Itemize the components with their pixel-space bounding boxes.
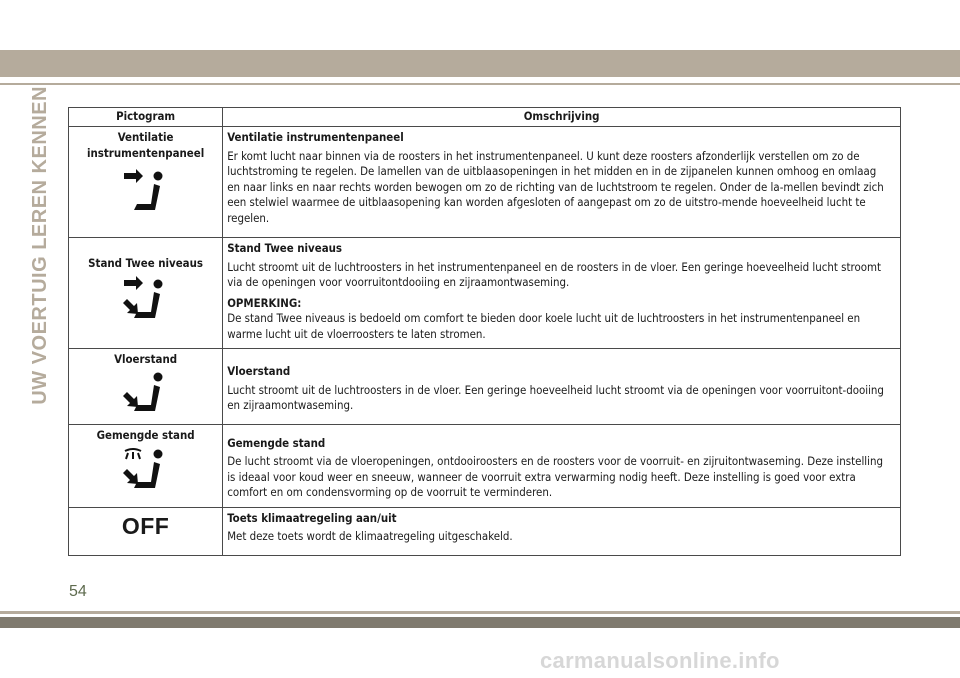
top-divider xyxy=(0,83,960,85)
note-text: De stand Twee niveaus is bedoeld om comfort te bieden door koele lucht uit de luchtroosters in het instrumentenpaneel en warme lucht uit de vloerroosters te laten stromen. xyxy=(227,311,861,341)
header-omschrijving: Omschrijving xyxy=(223,108,901,127)
icon-cell xyxy=(69,424,223,507)
section-side-title-text: UW VOERTUIG LEREN KENNEN xyxy=(28,85,51,405)
row-text: Lucht stroomt uit de luchtroosters in de vloer. Een geringe hoeveelheid lucht stroomt via de openingen voor voorruitont-dooiing en zijraamontwaseming. xyxy=(227,382,884,412)
page-number: 54 xyxy=(69,583,87,600)
off-icon: OFF xyxy=(121,512,170,539)
row-title: Stand Twee niveaus xyxy=(227,241,343,255)
mode-table xyxy=(68,107,901,556)
floor-mode-icon xyxy=(122,372,170,420)
icon-label: Vloerstand xyxy=(114,352,178,366)
note-label: OPMERKING: xyxy=(227,295,302,310)
bottom-divider xyxy=(0,611,960,614)
bottom-banner xyxy=(0,617,960,628)
table-header-row xyxy=(69,108,901,127)
bi-level-icon xyxy=(122,276,170,328)
row-title: Ventilatie instrumentenpaneel xyxy=(227,130,404,144)
table-row xyxy=(69,424,901,507)
description-cell xyxy=(223,127,901,238)
row-text: Met deze toets wordt de klimaatregeling uitgeschakeld. xyxy=(227,529,513,543)
row-title: Vloerstand xyxy=(227,364,291,378)
icon-cell xyxy=(69,507,223,555)
watermark: carmanualsonline.info xyxy=(540,648,780,673)
row-text: Er komt lucht naar binnen via de roosters in het instrumentenpaneel. U kunt deze roosters afzonderlijk verstellen om zo de luchtstroming te regelen. De lamellen van de uitblaasopeningen in het midden en in de zijpanelen kunnen omhoog en omlaag en naar links en naar rechts worden bewogen om zo de richting van de luchtstroom te regelen. Onder de la-mellen bevindt zich een stelwiel waarmee de uitblaasopening kan worden afgesloten of aangepast om zo de uitstro-mende hoeveelheid lucht te regelen. xyxy=(227,148,884,225)
mix-mode-icon xyxy=(121,447,171,497)
row-title: Toets klimaatregeling aan/uit xyxy=(227,510,397,525)
table-row xyxy=(69,127,901,238)
description-cell xyxy=(223,424,901,507)
top-banner xyxy=(0,50,960,77)
icon-cell xyxy=(69,238,223,349)
description-cell xyxy=(223,349,901,425)
row-text: Lucht stroomt uit de luchtroosters in het instrumentenpaneel en de roosters in de vloer. Een geringe hoeveelheid lucht stroomt via de openingen voor voorruitontdooiing en zijraamontwaseming. xyxy=(227,259,881,289)
section-side-title xyxy=(28,85,51,405)
icon-label: Gemengde stand xyxy=(96,427,195,442)
table-row xyxy=(69,349,901,425)
table-row xyxy=(69,507,901,555)
description-cell xyxy=(223,238,901,349)
description-cell xyxy=(223,507,901,555)
icon-cell xyxy=(69,127,223,238)
panel-vent-icon xyxy=(122,165,170,219)
row-title: Gemengde stand xyxy=(227,435,326,450)
icon-label: Ventilatie instrumentenpaneel xyxy=(87,130,205,160)
table-row xyxy=(69,238,901,349)
row-text: De lucht stroomt via de vloeropeningen, ontdooiroosters en de roosters voor de voorruit- en zijruitontwaseming. Deze instelling is ideaal voor koud weer en sneeuw, wanneer de voorruit extra verwarming nodig heeft. Deze instelling is goed voor extra comfort en om condensvorming op de voorruit te verminderen. xyxy=(227,454,883,499)
icon-label: Stand Twee niveaus xyxy=(88,256,203,270)
icon-cell xyxy=(69,349,223,425)
header-pictogram: Pictogram xyxy=(69,108,223,127)
